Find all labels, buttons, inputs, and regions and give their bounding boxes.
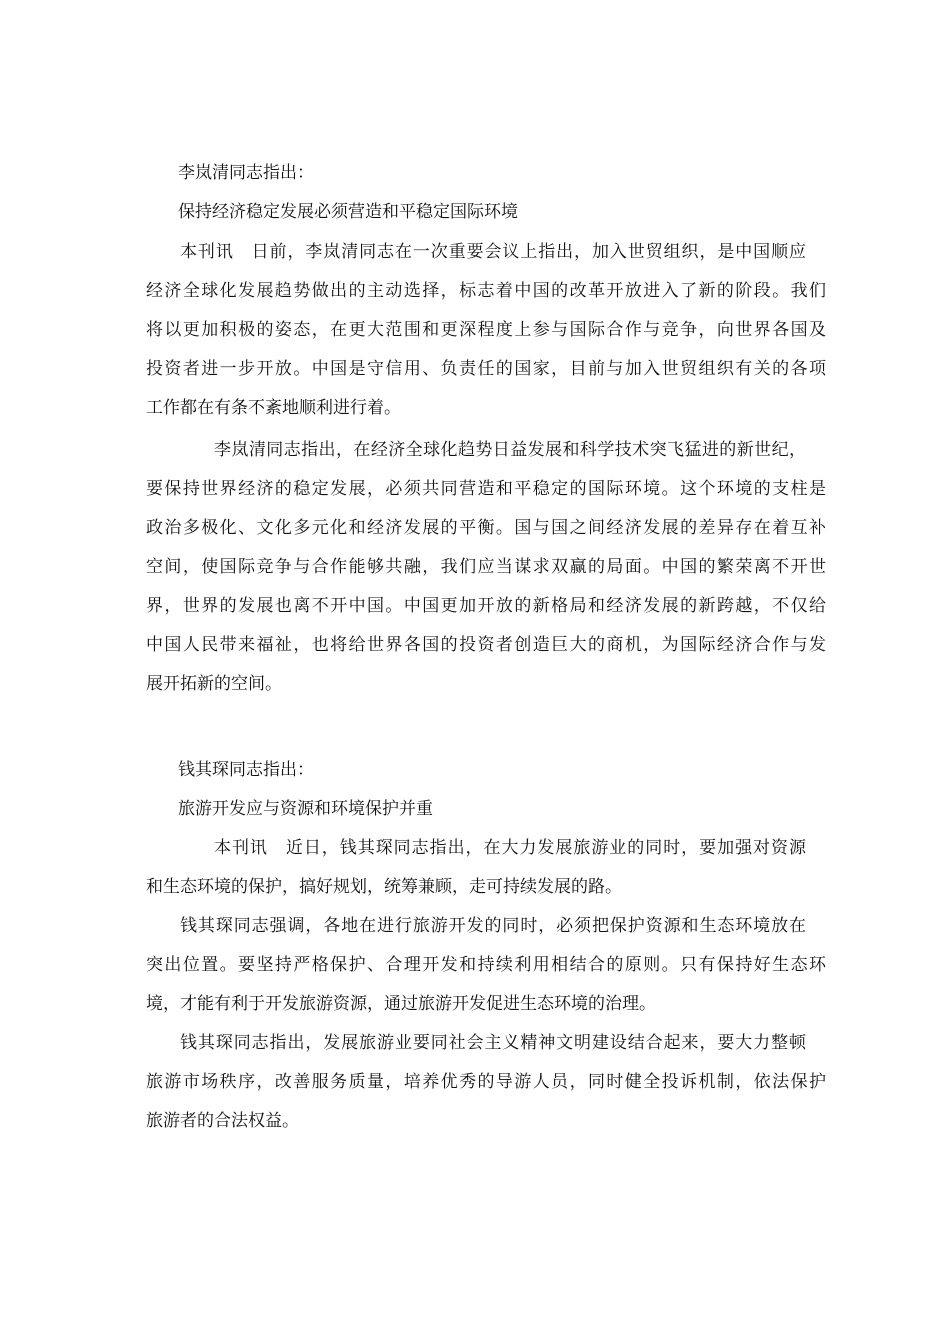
- section2-para2-line: 突出位置。要坚持严格保护、合理开发和持续利用相结合的原则。只有保持好生态环: [146, 955, 826, 975]
- section2-para1-line: 本刊讯 近日，钱其琛同志指出，在大力发展旅游业的同时，要加强对资源: [214, 838, 806, 858]
- section2-para3-line: 旅游市场秩序，改善服务质量，培养优秀的导游人员，同时健全投诉机制，依法保护: [146, 1072, 826, 1092]
- section2-para3-line: 旅游者的合法权益。: [146, 1111, 299, 1131]
- section1-para2-line: 界，世界的发展也离不开中国。中国更加开放的新格局和经济发展的新跨越，不仅给: [146, 596, 826, 616]
- section1-para1-line: 将以更加积极的姿态，在更大范围和更深程度上参与国际合作与竞争，向世界各国及: [146, 320, 826, 340]
- section2-para1-line: 和生态环境的保护，搞好规划，统筹兼顾，走可持续发展的路。: [146, 877, 622, 897]
- section1-para2-line: 中国人民带来福祉，也将给世界各国的投资者创造巨大的商机，为国际经济合作与发: [146, 635, 826, 655]
- section1-para2-line: 政治多极化、文化多元化和经济发展的平衡。国与国之间经济发展的差异存在着互补: [146, 518, 826, 538]
- section2-speaker: 钱其琛同志指出：: [178, 760, 314, 780]
- section1-para1-line: 投资者进一步开放。中国是守信用、负责任的国家，目前与加入世贸组织有关的各项: [146, 359, 826, 379]
- section2-para2-line: 境，才能有利于开发旅游资源，通过旅游开发促进生态环境的治理。: [146, 994, 656, 1014]
- section1-para2-line: 李岚清同志指出，在经济全球化趋势日益发展和科学技术突飞猛进的新世纪，: [214, 440, 806, 460]
- section1-para1-line: 工作都在有条不紊地顺利进行着。: [146, 398, 401, 418]
- section1-para1-line: 本刊讯 日前，李岚清同志在一次重要会议上指出，加入世贸组织，是中国顺应: [180, 242, 806, 262]
- section1-para2-line: 空间，使国际竞争与合作能够共融，我们应当谋求双赢的局面。中国的繁荣离不开世: [146, 557, 826, 577]
- section2-para2-line: 钱其琛同志强调，各地在进行旅游开发的同时，必须把保护资源和生态环境放在: [180, 916, 806, 936]
- section2-para3-line: 钱其琛同志指出，发展旅游业要同社会主义精神文明建设结合起来，要大力整顿: [180, 1033, 806, 1053]
- section2-title: 旅游开发应与资源和环境保护并重: [178, 799, 433, 819]
- section1-para2-line: 要保持世界经济的稳定发展，必须共同营造和平稳定的国际环境。这个环境的支柱是: [146, 479, 826, 499]
- section1-speaker: 李岚清同志指出：: [178, 163, 314, 183]
- section1-para2-line: 展开拓新的空间。: [146, 674, 282, 694]
- section1-para1-line: 经济全球化发展趋势做出的主动选择，标志着中国的改革开放进入了新的阶段。我们: [146, 281, 826, 301]
- section1-title: 保持经济稳定发展必须营造和平稳定国际环境: [178, 202, 518, 222]
